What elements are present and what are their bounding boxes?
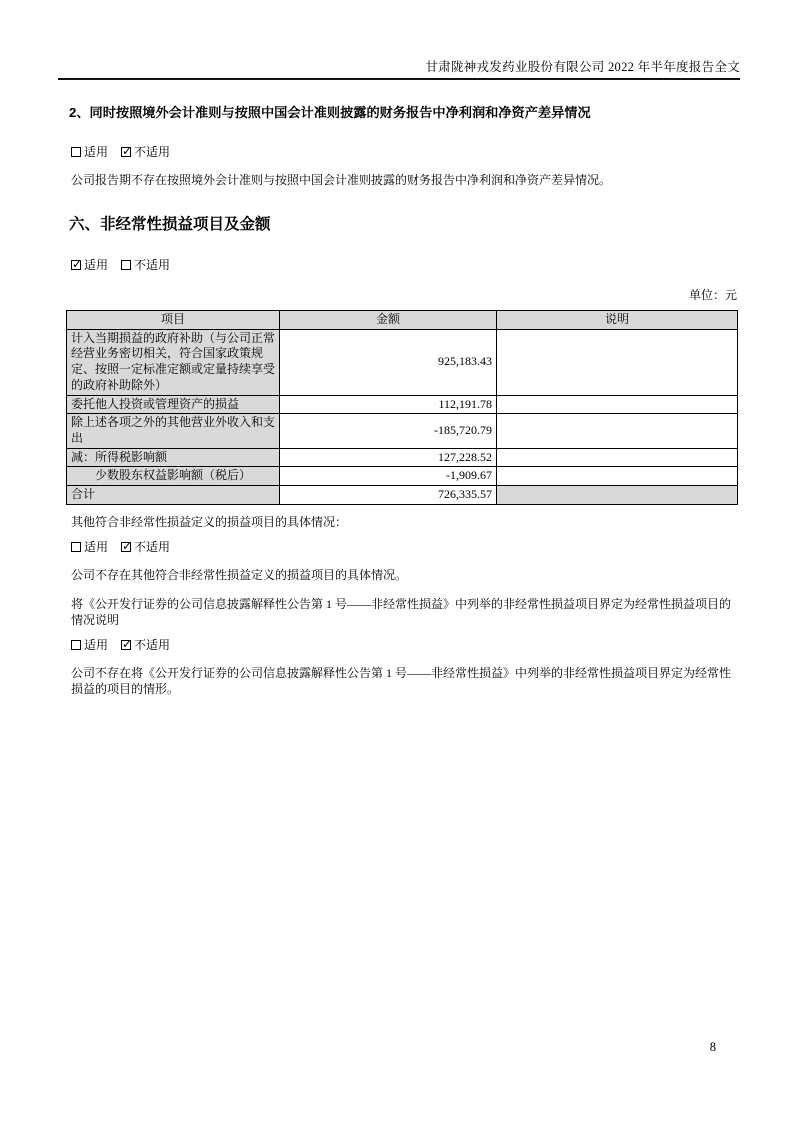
- reclassification-statement: 公司不存在将《公开发行证券的公司信息披露解释性公告第 1 号——非经常性损益》中列举的非经常性损益项目界定为经常性损益的项目的情形。: [71, 665, 732, 696]
- checkbox-unchecked-icon: [121, 260, 131, 270]
- checkbox-unchecked-icon: [71, 147, 81, 157]
- applicable-option: [71, 540, 108, 554]
- other-gains-applicability: [71, 540, 737, 555]
- unit-label: 单位：元: [688, 288, 737, 302]
- section-2-heading: 2、同时按照境外会计准则与按照中国会计准则披露的财务报告中净利润和净资产差异情况: [69, 105, 591, 120]
- checkbox-checked-icon: [121, 640, 131, 650]
- table-row: [67, 448, 738, 467]
- table-total-row: [67, 486, 738, 505]
- applicable-option: [71, 145, 108, 159]
- page-number: 8: [709, 1040, 716, 1054]
- running-header: [58, 0, 740, 80]
- note-cell: [497, 448, 738, 467]
- not-applicable-option: [121, 540, 170, 554]
- section-2-statement: 公司报告期不存在按照境外会计准则与按照中国会计准则披露的财务报告中净利润和净资产差异情况。: [71, 173, 612, 187]
- column-header-item: 项目: [67, 311, 280, 330]
- total-label-cell: 合计: [67, 486, 280, 505]
- applicable-label: 适用: [84, 539, 109, 554]
- non-recurring-items-table: [66, 310, 738, 505]
- total-note-cell: [497, 486, 738, 505]
- column-header-note: 说明: [497, 311, 738, 330]
- applicable-option: [71, 258, 108, 272]
- amount-cell: 925,183.43: [280, 329, 497, 395]
- applicable-label: 适用: [84, 145, 109, 159]
- amount-cell: -1,909.67: [280, 467, 497, 486]
- amount-cell: 112,191.78: [280, 395, 497, 414]
- applicable-label: 适用: [84, 258, 109, 272]
- item-cell: 计入当期损益的政府补助（与公司正常经营业务密切相关，符合国家政策规定、按照一定标准定额或定量持续享受的政府补助除外）: [67, 329, 280, 395]
- note-cell: [497, 395, 738, 414]
- reclassification-lead: 将《公开发行证券的公司信息披露解释性公告第 1 号——非经常性损益》中列举的非经常性损益项目界定为经常性损益项目的情况说明: [71, 596, 732, 627]
- not-applicable-label: 不适用: [134, 539, 171, 554]
- item-cell: 减：所得税影响额: [67, 448, 280, 467]
- applicable-option: [71, 638, 108, 652]
- not-applicable-option: [121, 638, 170, 652]
- item-cell: 少数股东权益影响额（税后）: [67, 467, 280, 486]
- note-cell: [497, 329, 738, 395]
- section-6-applicability: [71, 258, 737, 273]
- checkbox-unchecked-icon: [71, 640, 81, 650]
- checkbox-checked-icon: [71, 260, 81, 270]
- not-applicable-label: 不适用: [134, 637, 171, 652]
- column-header-amount: 金额: [280, 311, 497, 330]
- table-header-row: [67, 311, 738, 330]
- item-cell: 委托他人投资或管理资产的损益: [67, 395, 280, 414]
- not-applicable-option: [121, 258, 170, 272]
- table-row: [67, 414, 738, 448]
- other-gains-lead: 其他符合非经常性损益定义的损益项目的具体情况：: [71, 514, 348, 529]
- not-applicable-label: 不适用: [134, 145, 171, 159]
- reclassification-applicability: [71, 638, 737, 653]
- table-row: [67, 395, 738, 414]
- checkbox-checked-icon: [121, 542, 131, 552]
- applicable-label: 适用: [84, 637, 109, 652]
- note-cell: [497, 467, 738, 486]
- total-amount-cell: 726,335.57: [280, 486, 497, 505]
- table-row: [67, 467, 738, 486]
- table-row: [67, 329, 738, 395]
- amount-cell: 127,228.52: [280, 448, 497, 467]
- amount-cell: -185,720.79: [280, 414, 497, 448]
- section-2-applicability: [71, 145, 737, 160]
- section-6-heading: 六、非经常性损益项目及金额: [69, 216, 271, 233]
- other-gains-statement: 公司不存在其他符合非经常性损益定义的损益项目的具体情况。: [71, 567, 408, 582]
- checkbox-unchecked-icon: [71, 542, 81, 552]
- not-applicable-option: [121, 145, 170, 159]
- checkbox-checked-icon: [121, 147, 131, 157]
- note-cell: [497, 414, 738, 448]
- item-cell: 除上述各项之外的其他营业外收入和支出: [67, 414, 280, 448]
- not-applicable-label: 不适用: [134, 258, 171, 272]
- report-title: 甘肃陇神戎发药业股份有限公司 2022 年半年度报告全文: [425, 60, 740, 74]
